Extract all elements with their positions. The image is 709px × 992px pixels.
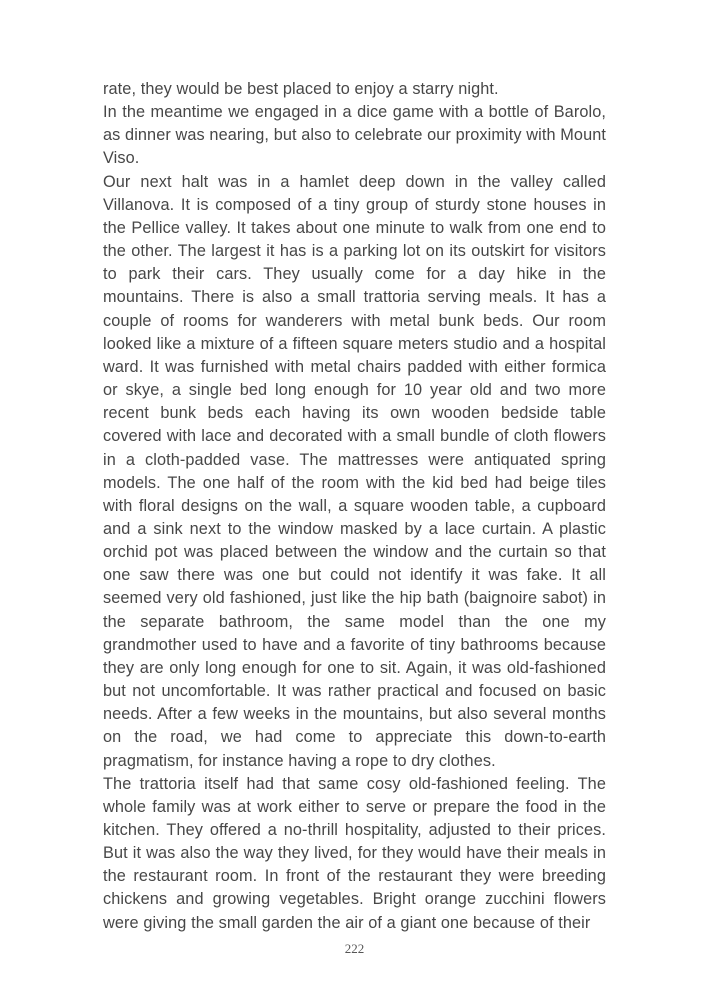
page-number: 222: [344, 941, 365, 956]
paragraph: Our next halt was in a hamlet deep down in the valley called Villanova. It is composed of a tiny group of sturdy stone houses in the Pellice valley. It takes about one minute to walk from one end to the other. The largest it has is a parking lot on its outskirt for visitors to park their cars. They usually come for a day hike in the mountains. There is also a small trattoria serving meals. It has a couple of rooms for wanderers with metal bunk beds. Our room looked like a mixture of a fifteen square meters studio and a hospital ward. It was furnished with metal chairs padded with either formica or skye, a single bed long enough for 10 year old and two more recent bunk beds each having its own wooden bedside table covered with lace and decorated with a small bundle of cloth flowers in a cloth-padded vase. The mattresses were antiquated spring models. The one half of the room with the kid bed had beige tiles with floral designs on the wall, a square wooden table, a cupboard and a sink next to the window masked by a lace curtain. A plastic orchid pot was placed between the window and the curtain so that one saw there was one but could not identify it was fake. It all seemed very old fashioned, just like the hip bath (baignoire sabot) in the separate bathroom, the same model than the one my grandmother used to have and a favorite of tiny bathrooms because they are only long enough for one to sit. Again, it was old-fashioned but not uncomfortable. It was rather practical and focused on basic needs. After a few weeks in the mountains, but also several months on the road, we had come to appreciate this down-to-earth pragmatism, for instance having a rope to dry clothes.: [103, 172, 606, 770]
paragraph: In the meantime we engaged in a dice game with a bottle of Barolo, as dinner was nearing, but also to celebrate our proximity with Mount Viso.: [103, 103, 606, 168]
page-text: [103, 78, 606, 935]
paragraph: rate, they would be best placed to enjoy a starry night.: [103, 80, 499, 98]
paragraph: The trattoria itself had that same cosy old-fashioned feeling. The whole family was at work either to serve or prepare the food in the kitchen. They offered a no-thrill hospitality, adjusted to their prices. But it was also the way they lived, for they would have their meals in the restaurant room. In front of the restaurant they were breeding chickens and growing vegetables. Bright orange zucchini flowers were giving the small garden the air of a giant one because of their: [103, 774, 606, 932]
